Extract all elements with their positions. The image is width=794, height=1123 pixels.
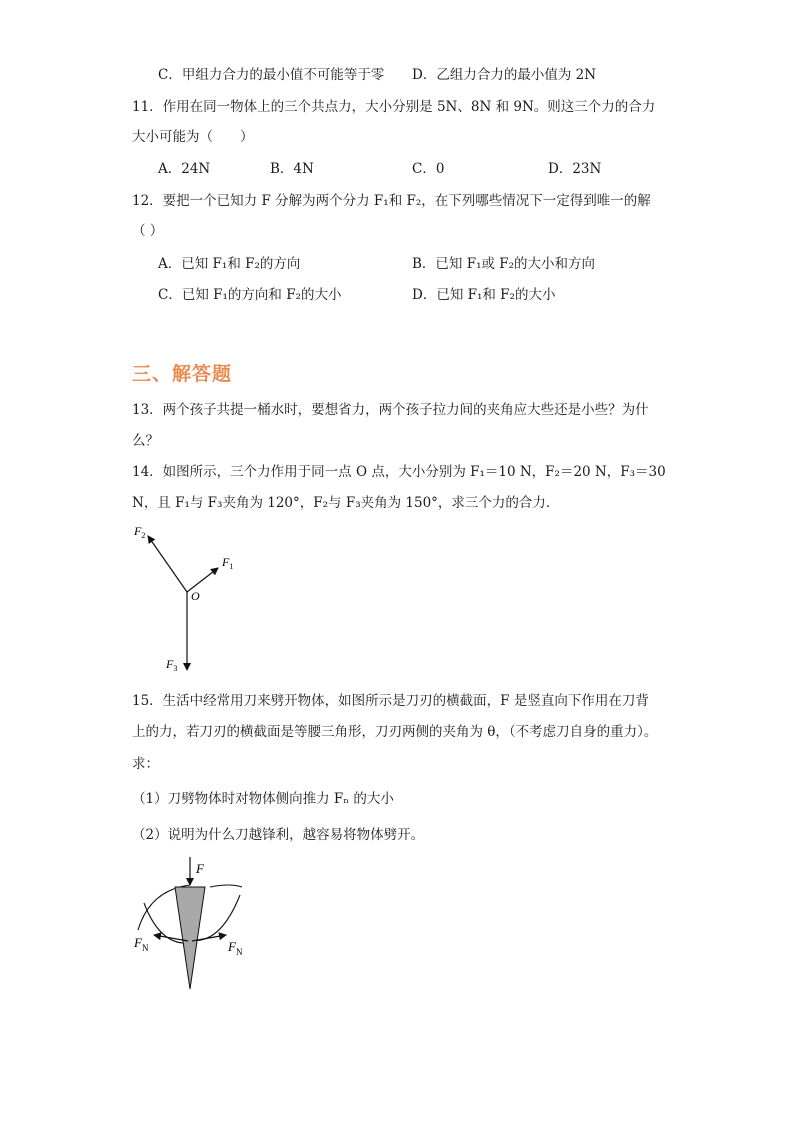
q12-option-d: D．已知 F₁和 F₂的大小 [412,287,556,303]
section-heading: 三、解答题 [132,363,233,385]
q14-stem-line1: 14．如图所示，三个力作用于同一点 O 点，大小分别为 F₁＝10 N，F₂＝20 N，F₃＝30 [132,464,666,480]
q14-stem-line2: N，且 F₁与 F₃夹角为 120°，F₂与 F₃夹角为 150°，求三个力的合力． [132,495,560,511]
q14-force-diagram [128,522,248,677]
force-f-label: F [196,861,204,876]
q11-option-c: C．0 [412,161,445,177]
f3-label: $F_3$ [166,657,178,673]
q13-stem-line1: 13．两个孩子共提一桶水时，要想省力，两个孩子拉力间的夹角应大些还是小些？为什 [132,402,649,418]
f2-arrow [148,536,187,592]
f1-label: $F_1$ [222,555,234,571]
q11-stem-line2: 大小可能为（ ） [132,129,254,145]
q12-option-b: B．已知 F₁或 F₂的大小和方向 [412,256,596,272]
q11-stem-line1: 11．作用在同一物体上的三个共点力，大小分别是 5N、8N 和 9N。则这三个力的合力 [132,99,656,115]
q15-subquestion-1: （1）刀劈物体时对物体侧向推力 Fₙ 的大小 [132,791,394,807]
f2-label: $F_2$ [134,524,146,540]
q13-stem-line2: 么？ [132,433,159,449]
q12-stem-line1: 12．要把一个已知力 F 分解为两个分力 F₁和 F₂，在下列哪些情况下一定得到唯一的解 [132,193,651,209]
q15-subquestion-2: （2）说明为什么刀越锋利，越容易将物体劈开。 [132,827,425,843]
fn-right-label: $F_N$ [228,939,243,957]
q11-option-d: D．23N [548,161,602,177]
q12-stem-line2: （ ） [132,223,164,239]
object-right-upper-surface [210,885,242,887]
q10-option-c: C．甲组力合力的最小值不可能等于零 [158,67,385,83]
fn-left-label: $F_N$ [134,935,149,953]
q15-stem-line2: 上的力，若刀刃的横截面是等腰三角形，刀刃两侧的夹角为 θ，（不考虑刀自身的重力）。 [132,724,658,740]
knife-blade [175,887,205,989]
q12-option-c: C．已知 F₁的方向和 F₂的大小 [158,287,342,303]
q15-stem-line3: 求： [132,756,159,772]
point-o-label: O [191,589,200,603]
q11-option-b: B．4N [270,161,314,177]
q15-knife-diagram [130,855,255,995]
q10-option-d: D．乙组力合力的最小值为 2N [412,67,597,83]
q15-stem-line1: 15．生活中经常用刀来劈开物体，如图所示是刀刃的横截面，F 是竖直向下作用在刀背 [132,693,649,709]
q11-option-a: A．24N [158,161,211,177]
q12-option-a: A．已知 F₁和 F₂的方向 [158,256,301,272]
